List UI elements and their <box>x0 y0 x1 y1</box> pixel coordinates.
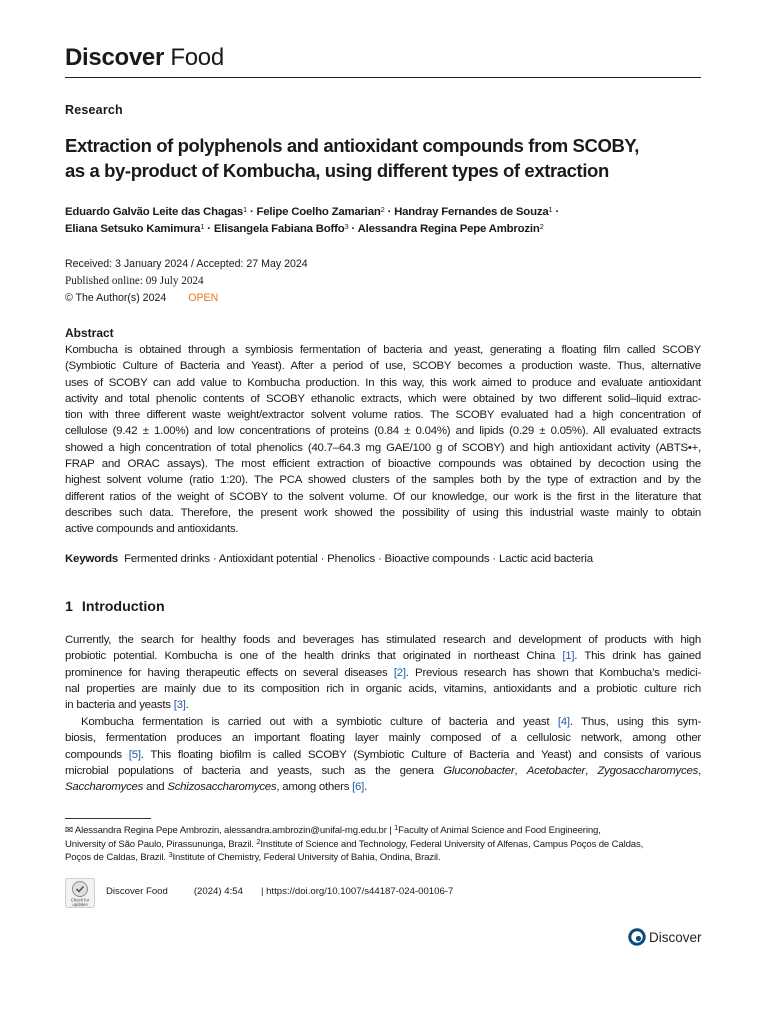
citation-link[interactable]: [1] <box>562 650 575 663</box>
journal-name: Discover Food <box>65 44 224 71</box>
svg-text:Check for: Check for <box>70 897 90 903</box>
author-name[interactable]: Elisangela Fabiana Boffo <box>213 222 345 235</box>
author-name[interactable]: Alessandra Regina Pepe Ambrozin <box>357 222 540 235</box>
corresponding-author: ✉ Alessandra Regina Pepe Ambrozin, alessandra.ambrozin@unifal-mg.edu.br | <box>65 825 395 836</box>
citation-link[interactable]: [5] <box>128 748 141 761</box>
citation-link[interactable]: [3] <box>173 699 186 712</box>
article-title: Extraction of polyphenols and antioxidant compounds from SCOBY, as a by-product of Kombucha, using different types of extraction <box>65 135 640 181</box>
article-dates <box>65 256 308 307</box>
open-access-badge[interactable]: OPEN <box>188 292 219 304</box>
citation-link[interactable]: [2] <box>393 666 406 679</box>
author-list: Eduardo Galvão Leite das Chagas$^1$ · Felipe Coelho Zamarian$^2$ · Handray Fernandes de Souza$^1$ · Eliana Setsuko Kamimura$^1$ · Elisangela Fabiana Boffo$^3$ · Alessandra Regina Pepe Ambrozin$^2$ <box>65 205 560 235</box>
check-for-updates-icon[interactable] <box>65 878 95 908</box>
abstract-heading: Abstract <box>65 326 114 340</box>
doi-link[interactable]: | https://doi.org/10.1007/s44187-024-00106-7 <box>260 886 454 897</box>
keywords <box>65 553 593 565</box>
published-online: Published online: 09 July 2024 <box>65 275 204 287</box>
keywords-label: Keywords <box>65 553 119 565</box>
section-heading-introduction: 1 Introduction <box>65 599 165 615</box>
author-name[interactable]: Felipe Coelho Zamarian <box>256 206 381 218</box>
discover-logo-icon <box>628 928 646 946</box>
keywords-list: Fermented drinks · Antioxidant potential · Phenolics · Bioactive compounds · Lactic acid bacteria <box>124 553 593 565</box>
citation-link[interactable]: [4] <box>557 716 570 728</box>
author-name[interactable]: Eliana Setsuko Kamimura <box>65 222 201 235</box>
affiliation-footnote: ✉ Alessandra Regina Pepe Ambrozin, alessandra.ambrozin@unifal-mg.edu.br | $^1$Faculty of Animal Science and Food Engineering, University of São Paulo, Pirassununga, Brazil. $^2$Institute of Science and Technology, Federal University of Alfenas, Campus Poços de Caldas, Poços de Caldas, Brazil. $^3$Institute of Chemistry, Federal University of Bahia, Ondina, Brazil. <box>65 823 644 864</box>
article-type: Research <box>65 103 123 117</box>
footnote-rule <box>65 818 151 819</box>
header-rule <box>65 77 701 78</box>
intro-paragraph-1: Currently, the search for healthy foods and beverages has stimulated research and development of products with high probiotic potential. Kombucha is one of the health drinks that originated in northeast China [1]. This drink has gained prominence for having therapeutic effects on several diseases [2]. Previous research has shown that Kombucha’s medici- nal properties are mainly due to its composition rich in organic acids, vitamins, antioxidants and a probiotic culture rich in bacteria and yeasts [3]. <box>65 634 702 712</box>
author-name[interactable]: Eduardo Galvão Leite das Chagas <box>65 206 244 218</box>
abstract-body: Kombucha is obtained through a symbiosis fermentation of bacteria and yeast, generating a floating film called SCOBY (Symbiotic Culture of Bacteria and Yeast). After a period of use, SCOBY becomes a production waste. Thus, alternative uses of SCOBY can add value to Kombucha production. In this way, this work aimed to produce and evaluate antioxidant activity and total phenolic contents of SCOBY ethanolic extracts, which were obtained by two different solid–liquid extrac- tion with three different waste weight/extractor solvent volume ratios. The SCOBY evaluated had a high concentration of cellulose (9.42 ± 1.00%) and low concentrations of proteins (0.84 ± 0.04%) and lipids (0.29 ± 0.05%). All evaluated extracts showed a high concentration of total phenolics (40.7–64.3 mg GAE/100 g of SCOBY) and high antioxidant activity (ABTS•+, FRAP and ORAC assays). The most efficient extraction of bioactive compounds was obtained by decoction using the highest solvent volume (ratio 1:20). The PCA showed clusters of the samples both by the type of extraction and by the different ratios of the weight of SCOBY to the solvent volume. Of our knowledge, our work is the first in the literature that describes such data. Therefore, the present work showed the possibility of using this industrial waste mainly to obtain active compounds and antioxidants. <box>65 344 701 536</box>
intro-paragraph-2: Kombucha fermentation is carried out with a symbiotic culture of bacteria and yeast [4]. Thus, using this sym- biosis, fermentation produces an important floating layer mainly composed of a cellulosic network, among other compounds [5]. This floating biofilm is called SCOBY (Symbiotic Culture of Bacteria and Yeast) and consists of various microbial populations of bacteria and yeasts, such as the genera Gluconobacter, Acetobacter, Zygosaccharomyces, Saccharomyces and Schizosaccharomyces, among others [6]. <box>65 716 702 794</box>
page-footer <box>106 886 453 897</box>
svg-text:updates: updates <box>72 901 88 907</box>
footer-journal: Discover Food <box>106 886 168 897</box>
received-accepted: Received: 3 January 2024 / Accepted: 27 May 2024 <box>65 258 308 270</box>
author-name[interactable]: Handray Fernandes de Souza <box>394 206 549 218</box>
footer-volume: (2024) 4:54 <box>193 886 243 897</box>
citation-link[interactable]: [6] <box>352 781 365 794</box>
discover-logo: Discover <box>628 928 702 946</box>
copyright-line: © The Author(s) 2024 OPEN <box>65 292 219 304</box>
